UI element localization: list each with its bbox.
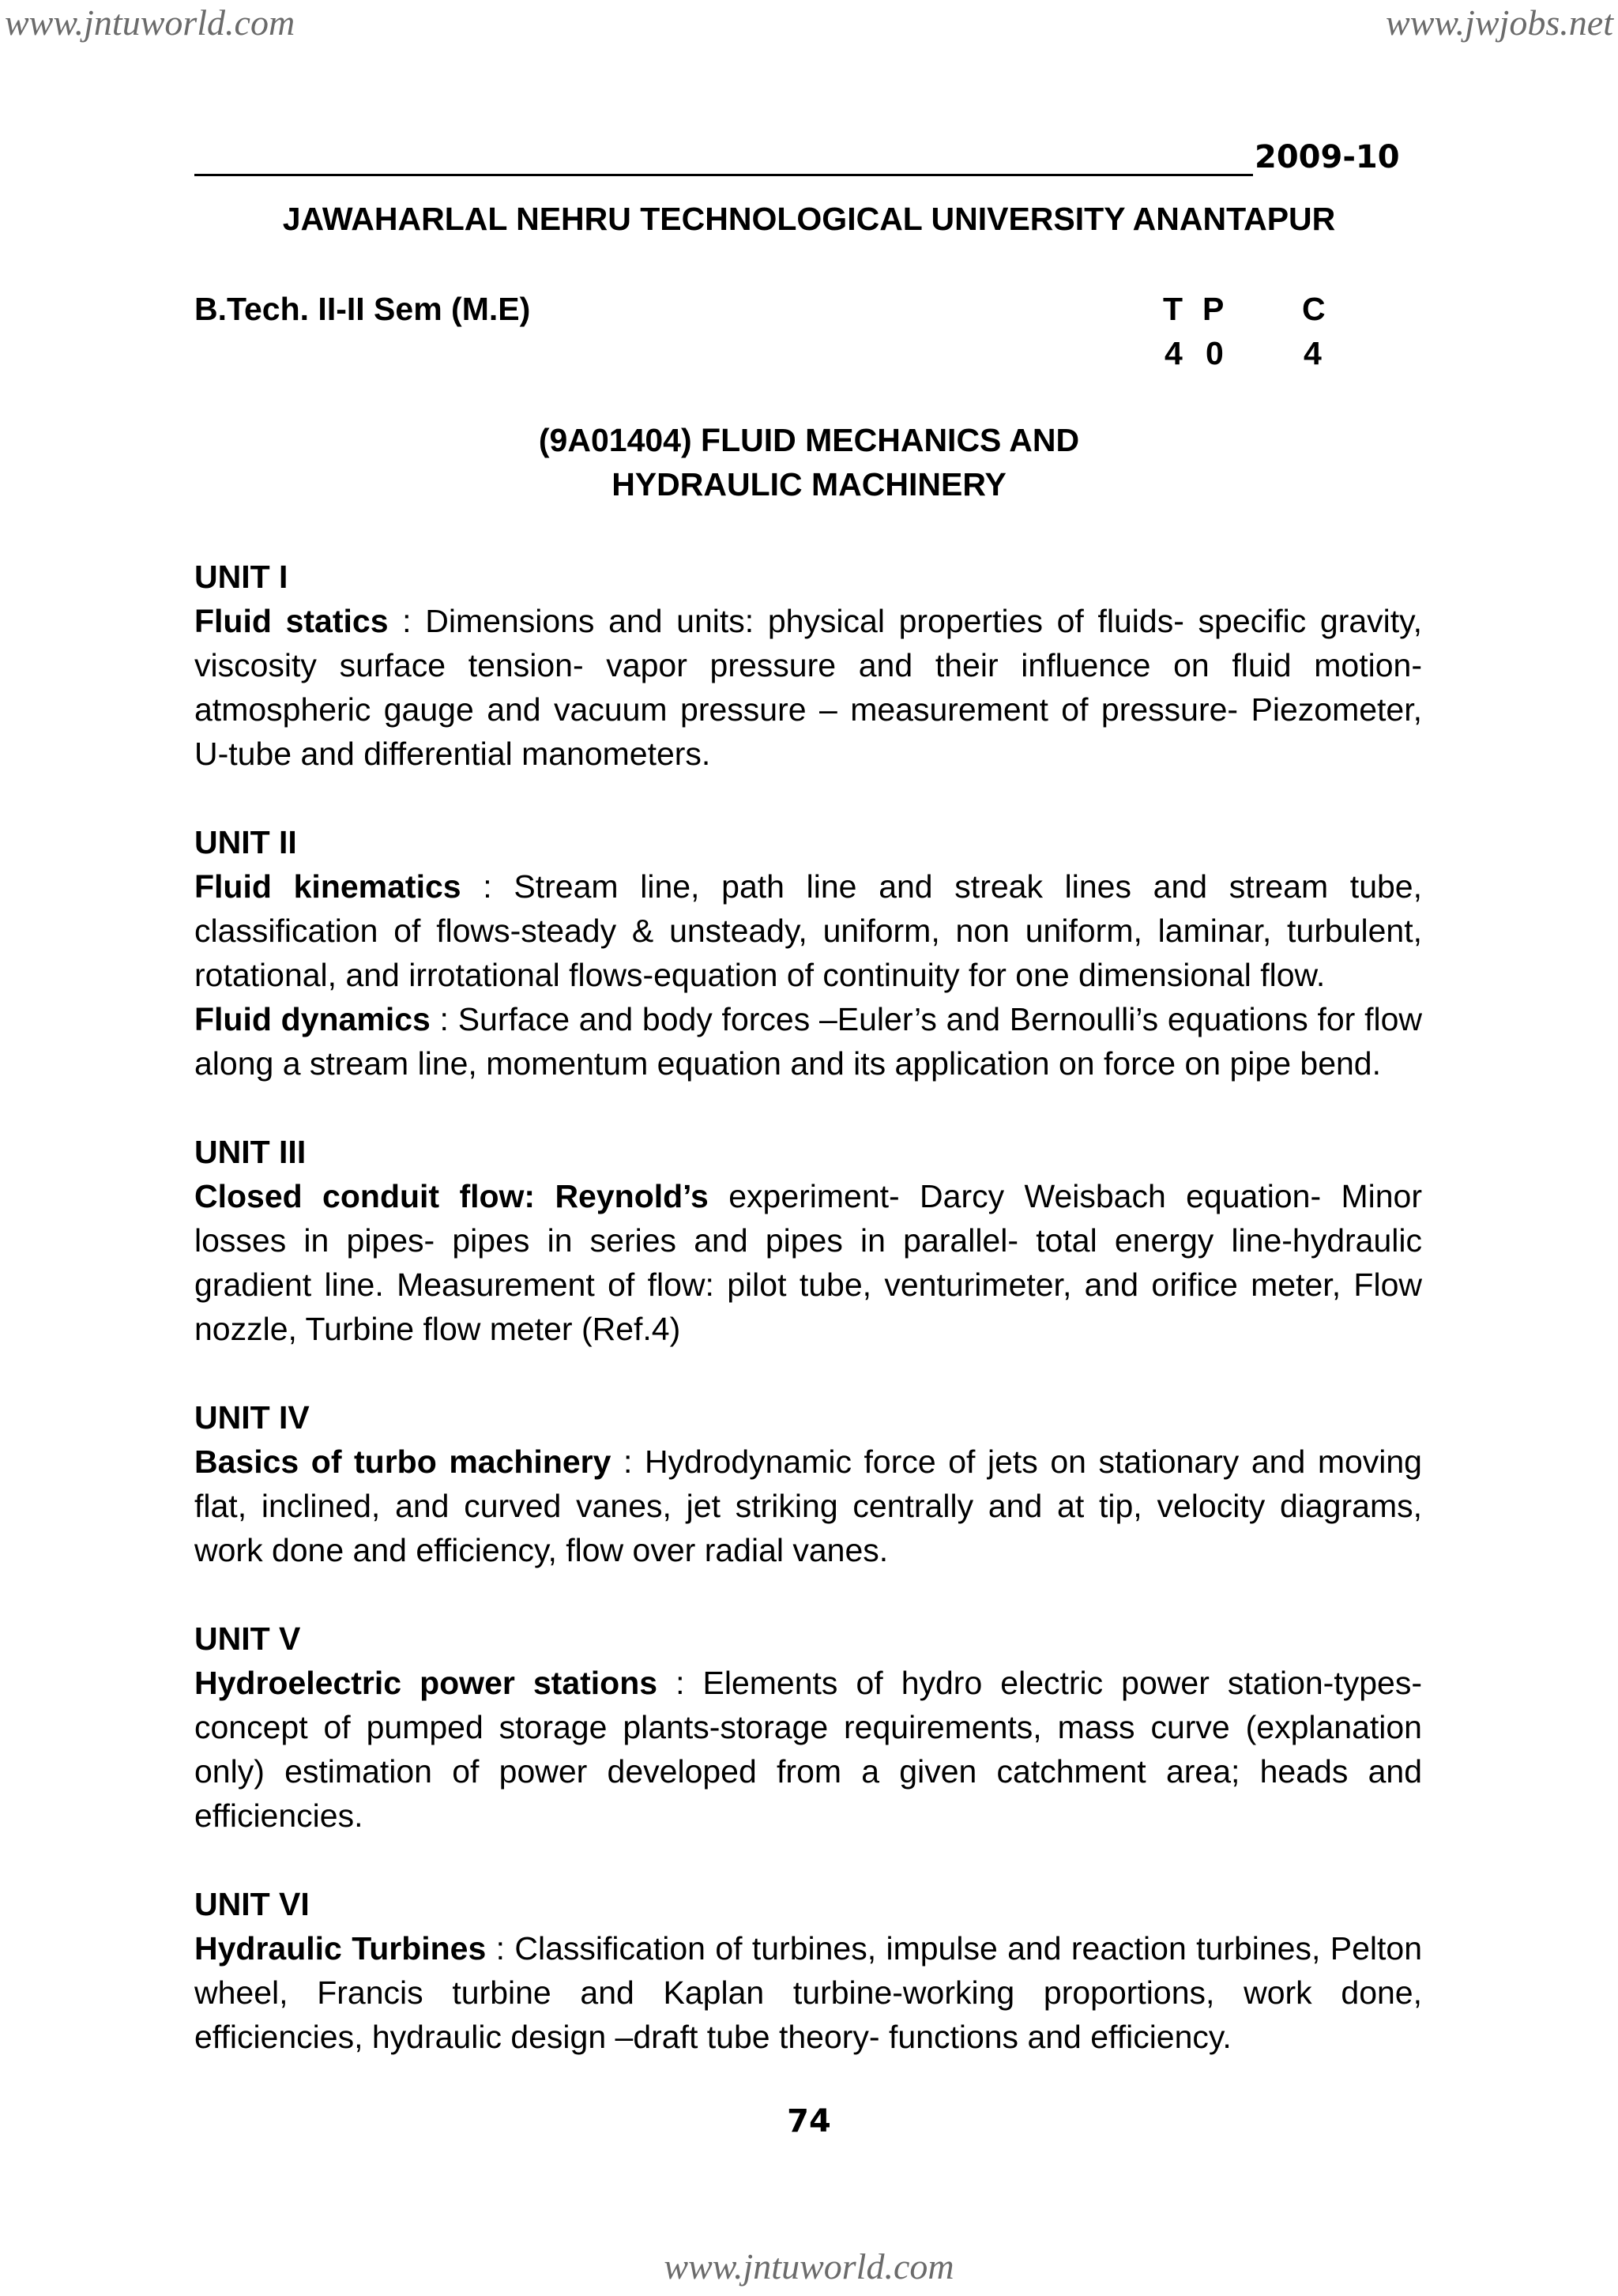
unit-topic xyxy=(194,599,1422,776)
watermark-top-left: www.jntuworld.com xyxy=(5,2,295,43)
unit-topic xyxy=(194,1926,1422,2059)
unit-topic xyxy=(194,1440,1422,1572)
semester-label: B.Tech. II-II Sem (M.E) xyxy=(194,291,531,327)
topic-text: : Elements of hydro electric power station-types-concept of pumped storage plants-storage requirements, mass curve (explanation only) estimation of power developed from a given catchment area; heads and efficiencies. xyxy=(194,1665,1422,1834)
topic-text: : Hydrodynamic force of jets on stationary and moving flat, inclined, and curved vanes, jet striking centrally and at tip, velocity diagrams, work done and efficiency, flow over radial vanes. xyxy=(194,1443,1422,1568)
page-number: 74 xyxy=(787,2103,831,2140)
unit-topic xyxy=(194,997,1422,1086)
header-rule xyxy=(194,174,1253,176)
topic-term: Hydroelectric power stations xyxy=(194,1665,658,1701)
topic-text: : Dimensions and units: physical properties of fluids- specific gravity, viscosity surface tension- vapor pressure and their influence on fluid motion-atmospheric gauge and vacuum pressure – measurement of pressure- Piezometer, U-tube and differential manometers. xyxy=(194,603,1422,772)
unit-heading: UNIT VI xyxy=(194,1886,310,1922)
watermark-bottom: www.jntuworld.com xyxy=(664,2246,954,2287)
unit-topic xyxy=(194,1661,1422,1838)
syllabus-body xyxy=(194,555,1422,2059)
topic-term: Fluid dynamics xyxy=(194,1001,431,1037)
topic-term: Closed conduit flow: Reynold’s xyxy=(194,1178,709,1214)
unit-heading: UNIT II xyxy=(194,824,297,860)
topic-term: Hydraulic Turbines xyxy=(194,1930,487,1967)
tpc-t-label: T xyxy=(1163,291,1183,327)
university-name-text: JAWAHARLAL NEHRU TECHNOLOGICAL UNIVERSITY ANANTAPUR xyxy=(282,201,1336,237)
tpc-c-value: 4 xyxy=(1304,335,1322,371)
unit-heading: UNIT I xyxy=(194,559,288,595)
topic-term: Basics of turbo machinery xyxy=(194,1443,611,1480)
topic-text: experiment- Darcy Weisbach equation- Minor losses in pipes- pipes in series and pipes in parallel- total energy line-hydraulic gradient line. Measurement of flow: pilot tube, venturimeter, and orifice meter, Flow nozzle, Turbine flow meter (Ref.4) xyxy=(194,1178,1422,1347)
unit-heading: UNIT V xyxy=(194,1620,301,1657)
topic-text: : Surface and body forces –Euler’s and Bernoulli’s equations for flow along a stream line, momentum equation and its application on force on pipe bend. xyxy=(194,1001,1422,1082)
tpc-p-value: 0 xyxy=(1206,335,1224,371)
year-header xyxy=(194,139,1411,177)
tpc-p-label: P xyxy=(1202,291,1225,327)
topic-term: Fluid kinematics xyxy=(194,868,461,905)
course-title-line2: HYDRAULIC MACHINERY xyxy=(611,466,1007,502)
unit-heading: UNIT IV xyxy=(194,1399,310,1436)
unit-heading: UNIT III xyxy=(194,1134,307,1170)
watermark-top-right: www.jwjobs.net xyxy=(1386,2,1613,43)
tpc-t-value: 4 xyxy=(1165,335,1183,371)
unit-topic xyxy=(194,864,1422,997)
tpc-c-label: C xyxy=(1302,291,1326,327)
topic-text: : Stream line, path line and streak lines and stream tube, classification of flows-steady & unsteady, uniform, non uniform, laminar, turbulent, rotational, and irrotational flows-equation of continuity for one dimensional flow. xyxy=(194,868,1422,993)
topic-term: Fluid statics xyxy=(194,603,389,639)
university-name xyxy=(0,201,1618,238)
course-title-line1: (9A01404) FLUID MECHANICS AND xyxy=(538,422,1080,458)
unit-topic xyxy=(194,1174,1422,1351)
academic-year: 2009-10 xyxy=(1255,139,1400,175)
topic-text: : Classification of turbines, impulse and reaction turbines, Pelton wheel, Francis turbine and Kaplan turbine-working proportions, work done, efficiencies, hydraulic design –draft tube theory- functions and efficiency. xyxy=(194,1930,1422,2055)
